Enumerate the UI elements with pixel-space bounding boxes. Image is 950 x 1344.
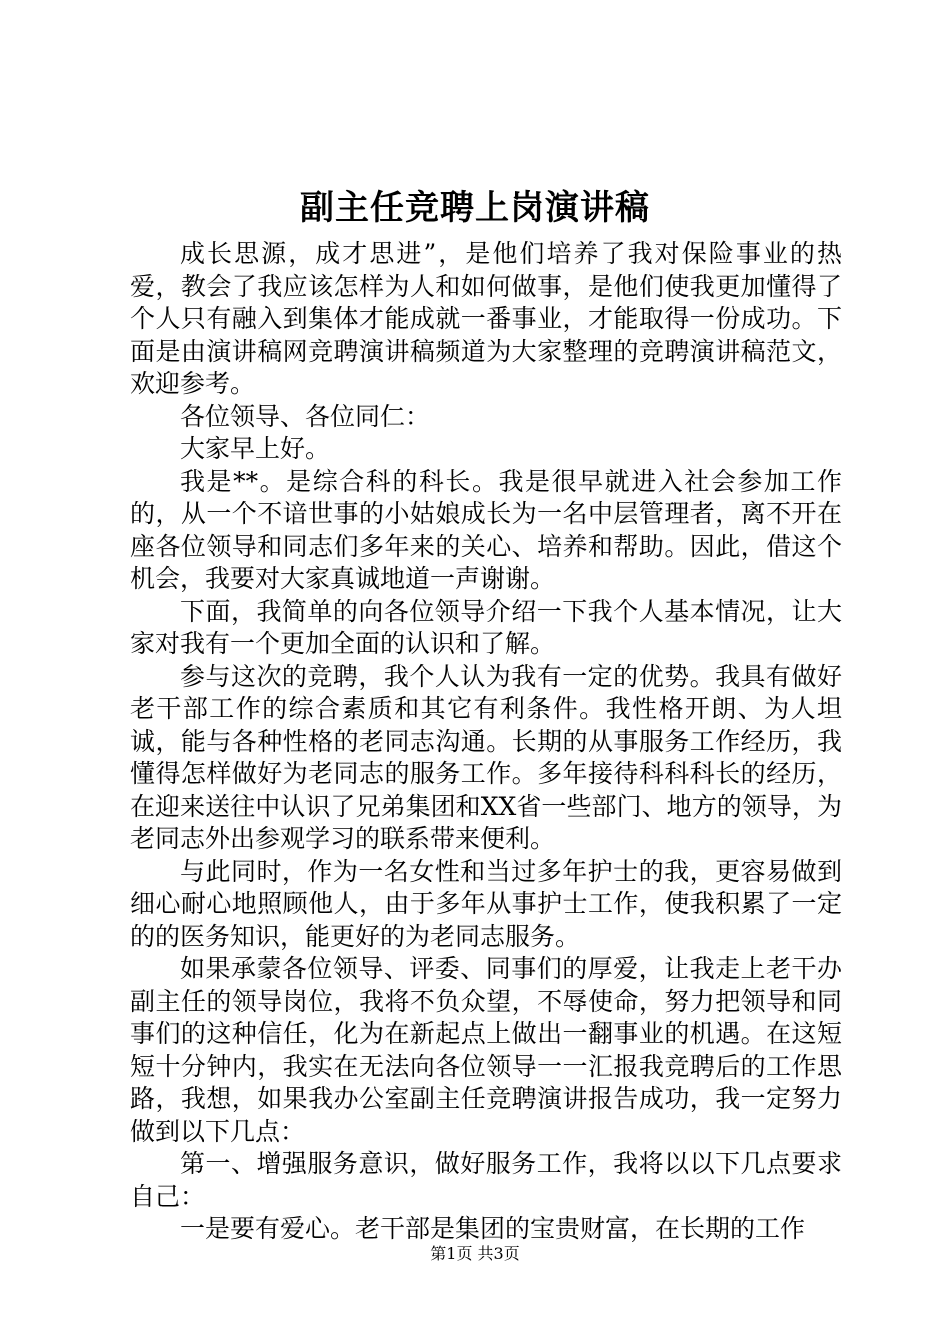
paragraph-self-intro: 我是**。是综合科的科长。我是很早就进入社会参加工作的，从一个不谙世事的小姑娘成长为一名中层管理者，离不开在座各位领导和同志们多年来的关心、培养和帮助。因此，借这个机会，我要对大家真诚地道一声谢谢。 — [130, 466, 842, 593]
paragraph-overview: 下面，我简单的向各位领导介绍一下我个人基本情况，让大家对我有一个更加全面的认识和了解。 — [130, 596, 842, 658]
paragraph-love: 一是要有爱心。老干部是集团的宝贵财富，在长期的工作 — [180, 1214, 806, 1243]
paragraph-salutation: 各位领导、各位同仁： — [180, 401, 431, 431]
paragraph-first-point: 第一、增强服务意识，做好服务工作，我将以以下几点要求自己： — [130, 1149, 842, 1211]
paragraph-intro: 成长思源，成才思进”，是他们培养了我对保险事业的热爱，教会了我应该怎样为人和如何做事，是他们使我更加懂得了个人只有融入到集体才能成就一番事业，才能取得一份成功。下面是由演讲稿网竞聘演讲稿频道为大家整理的竞聘演讲稿范文，欢迎参考。 — [130, 239, 842, 398]
paragraph-greeting: 大家早上好。 — [180, 434, 331, 463]
page-number: 第1页 共3页 — [430, 1244, 520, 1263]
document-body — [130, 238, 842, 1246]
paragraph-commitment: 如果承蒙各位领导、评委、同事们的厚爱，让我走上老干办副主任的领导岗位，我将不负众望，不辱使命，努力把领导和同事们的这种信任，化为在新起点上做出一翻事业的机遇。在这短短十分钟内，我实在无法向各位领导一一汇报我竞聘后的工作思路，我想，如果我办公室副主任竞聘演讲报告成功，我一定努力做到以下几点： — [130, 954, 842, 1146]
paragraph-nursing: 与此同时，作为一名女性和当过多年护士的我，更容易做到细心耐心地照顾他人，由于多年从事护士工作，使我积累了一定的的医务知识，能更好的为老同志服务。 — [130, 856, 842, 951]
document-title: 副主任竞聘上岗演讲稿 — [300, 188, 650, 228]
paragraph-advantages: 参与这次的竞聘，我个人认为我有一定的优势。我具有做好老干部工作的综合素质和其它有利条件。我性格开朗、为人坦诚，能与各种性格的老同志沟通。长期的从事服务工作经历，我懂得怎样做好为老同志的服务工作。多年接待科科科长的经历，在迎来送往中认识了兄弟集团和XX省一些部门、地方的领导，为老同志外出参观学习的联系带来便利。 — [130, 661, 842, 853]
